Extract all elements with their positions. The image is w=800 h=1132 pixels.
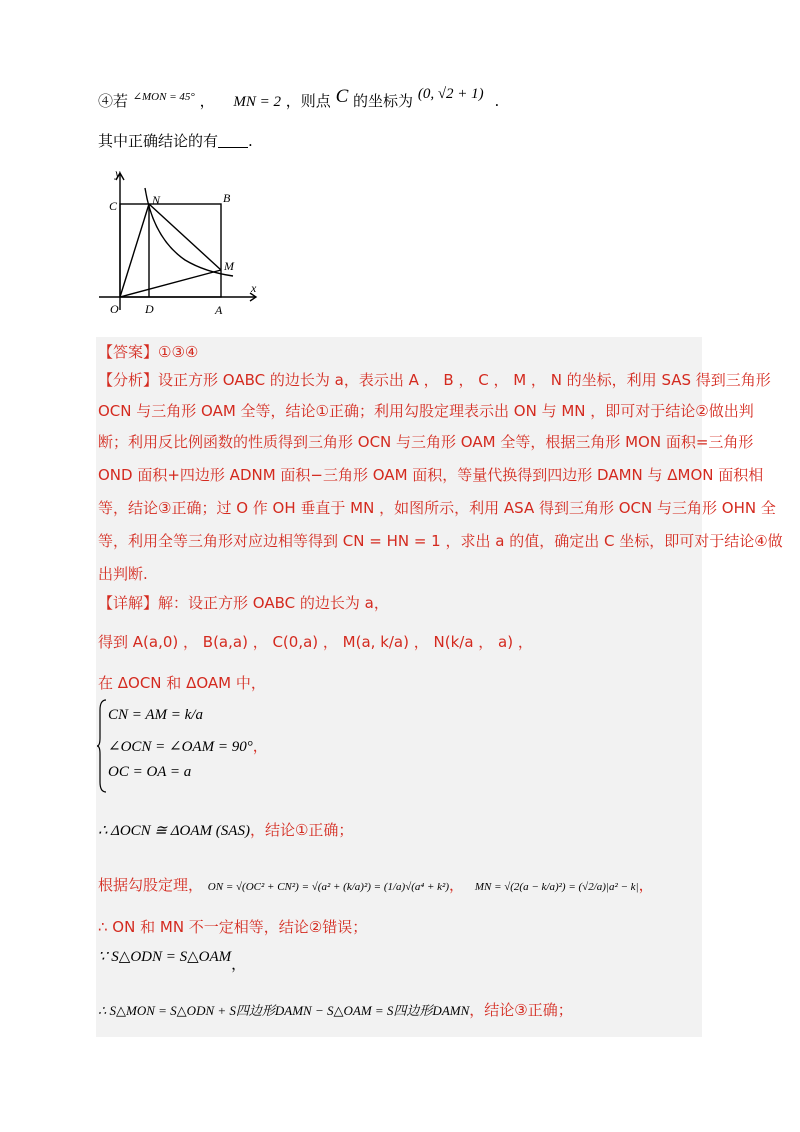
- analysis-text: 出判断.: [98, 565, 148, 583]
- detail-text: 解：设正方形 OABC 的边长为 a，: [158, 594, 389, 612]
- answer-line: [98, 342, 198, 362]
- period: .: [248, 132, 253, 150]
- system-equation: CN = AM = k/a: [108, 707, 203, 723]
- area-chain-equation: ∴ S△MON = S△ODN + S四边形DAMN − S△OAM = S四边形DAMN: [98, 1003, 470, 1018]
- question-prompt: [98, 131, 253, 151]
- analysis-text: OCN 与三角形 OAM 全等，结论①正确；利用勾股定理表示出 ON 与 MN ，即可对于结论②做出判: [98, 402, 754, 420]
- detail-tag: 【详解】: [98, 594, 159, 612]
- label-C: C: [109, 199, 118, 213]
- analysis-line-3: [98, 432, 753, 452]
- analysis-line-1: [98, 370, 771, 390]
- area-equal-line: [98, 946, 246, 974]
- label-O: O: [110, 302, 119, 316]
- congruence-line: [98, 820, 353, 841]
- analysis-text: 设正方形 OABC 的边长为 a，表示出 A ， B ， C ， M ， N 的坐标，利用 SAS 得到三角形: [158, 371, 771, 389]
- system-row-3: [108, 762, 191, 782]
- system-equation: ∠OCN = ∠OAM = 90°: [108, 739, 253, 755]
- area-equation: ∵ S△ODN = S△OAM: [98, 949, 232, 965]
- geometry-figure: [95, 168, 265, 318]
- analysis-text: OND 面积+四边形 ADNM 面积−三角形 OAM 面积，等量代换得到四边形 DAMN 与 ΔMON 面积相: [98, 466, 764, 484]
- question-text: 的坐标为: [353, 92, 414, 110]
- answer-tag: 【答案】: [98, 343, 159, 361]
- not-equal-line: [98, 917, 367, 937]
- pythagoras-line: [98, 875, 654, 897]
- system-equation: OC = OA = a: [108, 764, 192, 780]
- analysis-line-6: [98, 531, 783, 551]
- comma: ，: [638, 876, 654, 894]
- detail-in-triangles: [98, 673, 266, 693]
- period: .: [494, 92, 500, 110]
- analysis-text: 等，利用全等三角形对应边相等得到 CN = HN = 1 ，求出 a 的值，确定出 C 坐标，即可对于结论④做: [98, 532, 783, 550]
- segment-ON: [120, 204, 149, 297]
- analysis-text: 断；利用反比例函数的性质得到三角形 OCN 与三角形 OAM 全等，根据三角形 MON 面积=三角形: [98, 433, 754, 451]
- conclusion-2: ∴ ON 和 MN 不一定相等，结论②错误；: [98, 918, 368, 936]
- detail-text: 根据勾股定理，: [98, 876, 204, 894]
- analysis-text: 等，结论③正确；过 O 作 OH 垂直于 MN ，如图所示，利用 ASA 得到三角形 OCN 与三角形 OHN 全: [98, 499, 776, 517]
- label-D: D: [145, 302, 154, 316]
- label-x: x: [251, 281, 257, 295]
- answer-blank: [218, 133, 248, 148]
- prompt-text: 其中正确结论的有: [98, 132, 219, 150]
- conclusion-3: ，结论③正确；: [469, 1001, 573, 1019]
- angle-condition: ∠MON = 45°: [132, 91, 195, 103]
- label-A: A: [215, 303, 223, 317]
- analysis-line-4: [98, 465, 763, 485]
- answer-value: ①③④: [158, 343, 199, 361]
- length-condition: MN = 2: [233, 94, 281, 110]
- comma: ，: [252, 739, 268, 755]
- separator: ，: [199, 92, 215, 110]
- segment-OM: [120, 270, 221, 297]
- question-text: ，则点: [285, 92, 331, 110]
- label-M: M: [224, 259, 234, 273]
- area-chain-line: [98, 1000, 573, 1021]
- system-row-2: [108, 737, 268, 757]
- analysis-line-7: [98, 564, 148, 584]
- detail-text: 得到 A(a,0) ， B(a,a) ， C(0,a) ， M(a, k/a) ， N(k/a ， a) ，: [98, 633, 533, 651]
- point-label: C: [335, 86, 349, 107]
- label-y: y: [115, 168, 121, 180]
- congruence-statement: ∴ ΔOCN ≅ ΔOAM (SAS): [98, 823, 250, 839]
- analysis-line-5: [98, 498, 776, 518]
- analysis-line-2: [98, 401, 754, 421]
- label-N: N: [152, 193, 161, 207]
- label-B: B: [223, 191, 231, 205]
- system-row-1: [108, 705, 203, 725]
- question-text: ④若: [98, 92, 129, 110]
- coordinate-answer: (0, √2 + 1): [417, 86, 484, 102]
- system-brace: [96, 698, 108, 794]
- detail-text: 在 ΔOCN 和 ΔOAM 中，: [98, 674, 266, 692]
- detail-coords: [98, 632, 533, 652]
- question-item-4: [98, 84, 499, 112]
- comma: ，: [449, 876, 465, 894]
- on-formula: ON = √(OC² + CN²) = √(a² + (k/a)²) = (1/a)√(a⁴ + k²): [207, 881, 450, 893]
- detail-intro: [98, 593, 389, 613]
- analysis-tag: 【分析】: [98, 371, 159, 389]
- comma: ，: [231, 955, 247, 973]
- conclusion-1: ，结论①正确；: [249, 821, 354, 839]
- mn-formula: MN = √(2(a − k/a)²) = (√2/a)|a² − k|: [474, 881, 639, 893]
